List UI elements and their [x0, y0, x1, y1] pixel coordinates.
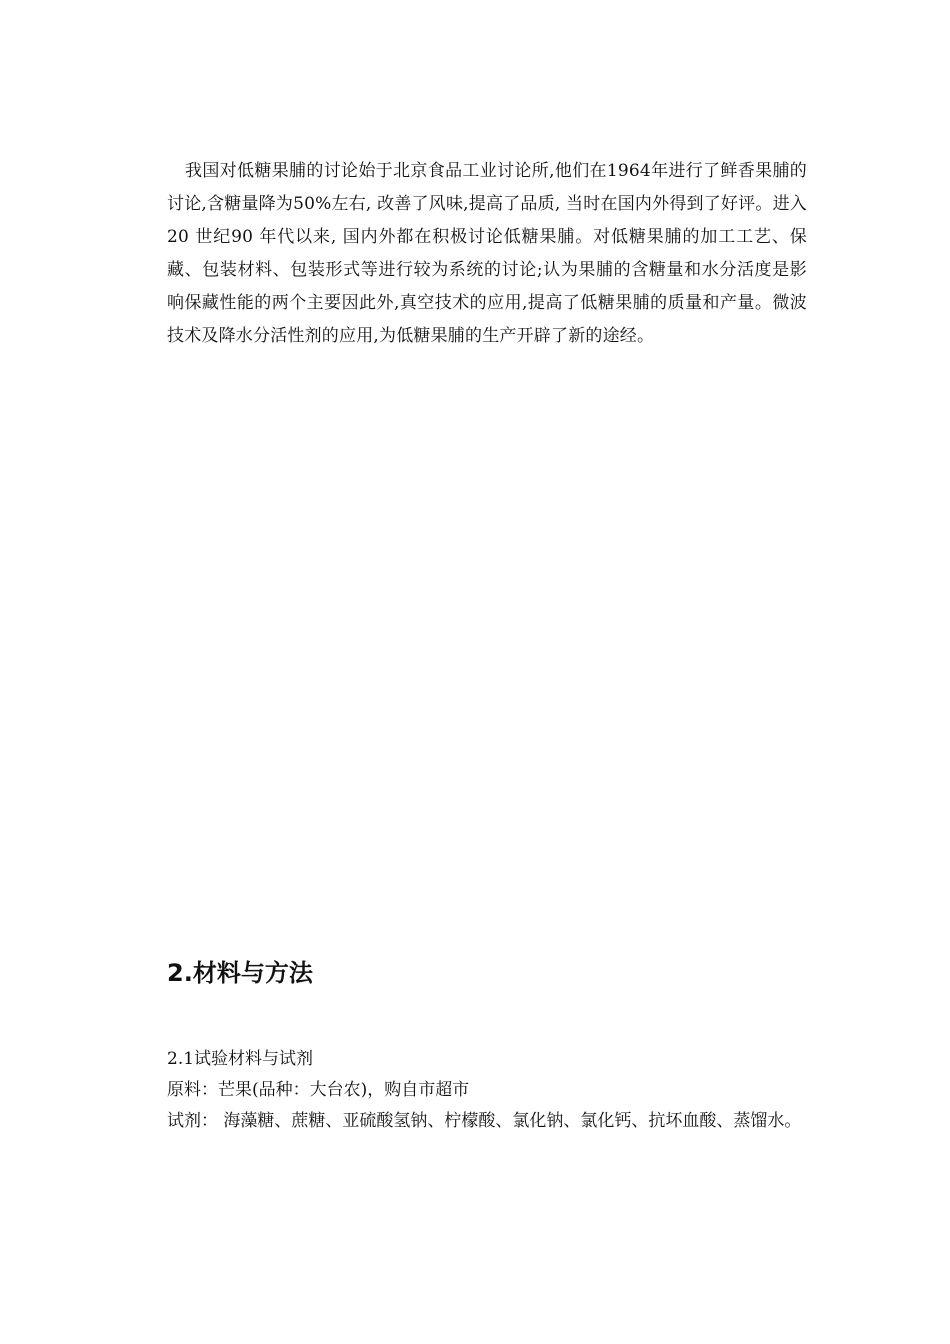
- subsection-materials: [167, 1044, 807, 1137]
- section-heading: 2.材料与方法: [167, 959, 313, 987]
- raw-material-line: 原料：芒果(品种：大台农)，购自市超市: [167, 1080, 470, 1100]
- reagents-line: 试剂： 海藻糖、蔗糖、亚硫酸氢钠、柠檬酸、氯化钠、氯化钙、抗坏血酸、蒸馏水。: [167, 1111, 802, 1131]
- subsection-title: 2.1试验材料与试剂: [167, 1049, 314, 1069]
- intro-paragraph: 我国对低糖果脯的讨论始于北京食品工业讨论所,他们在1964年进行了鲜香果脯的讨论,含糖量降为50%左右, 改善了风味,提高了品质, 当时在国内外得到了好评。进入20 世纪90 年代以来, 国内外都在积极讨论低糖果脯。对低糖果脯的加工工艺、保藏、包装材料、包装形式等进行较为系统的讨论;认为果脯的含糖量和水分活度是影响保藏性能的两个主要因此外,真空技术的应用,提高了低糖果脯的质量和产量。微波技术及降水分活性剂的应用,为低糖果脯的生产开辟了新的途经。: [167, 161, 807, 346]
